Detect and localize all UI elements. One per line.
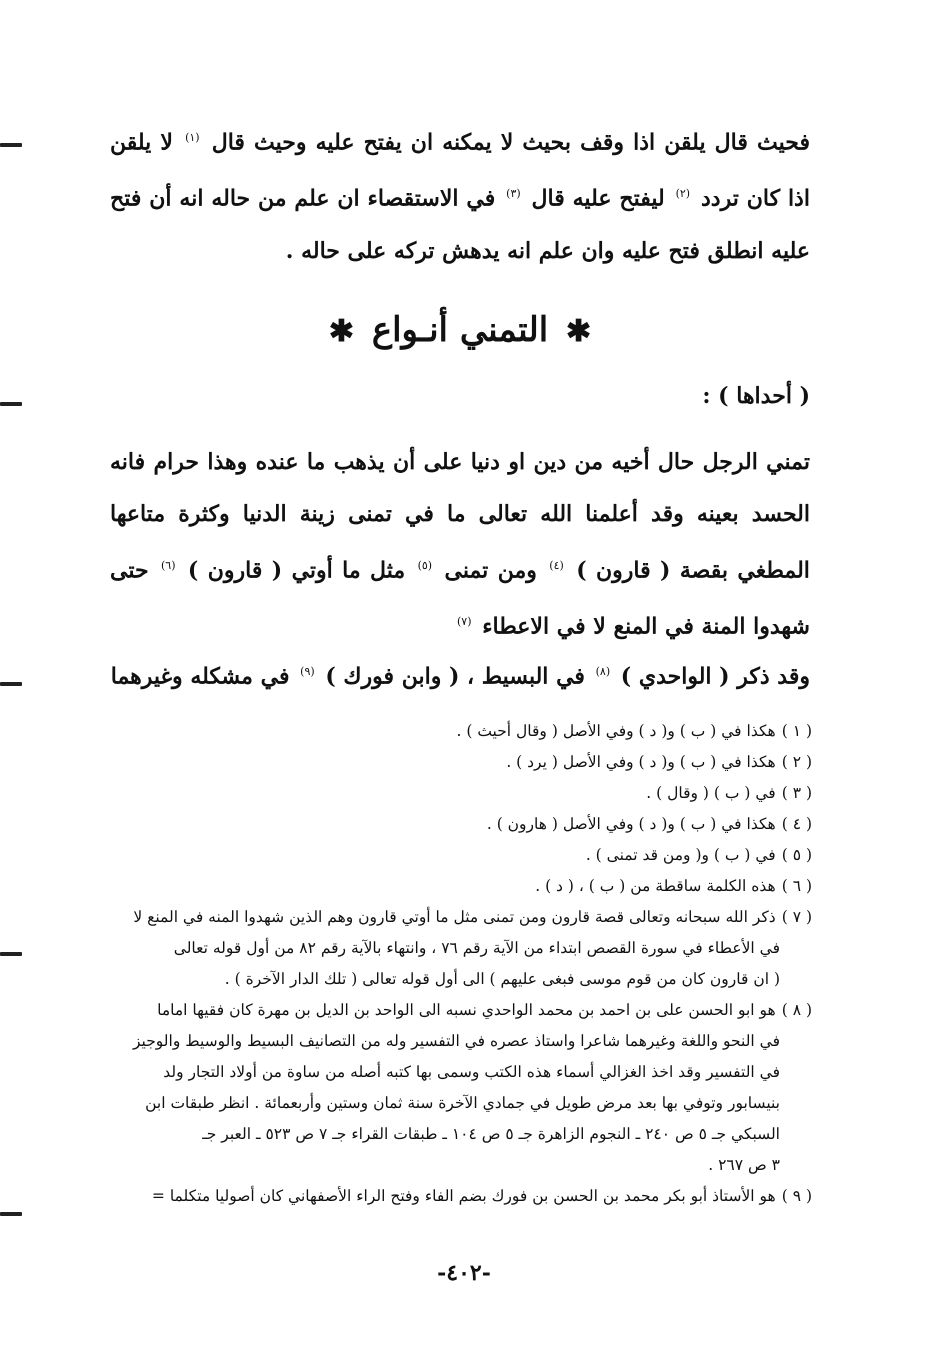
footnote-text: هو الأستاذ أبو بكر محمد بن الحسن بن فورك بضم الفاء وفتح الراء الأصفهاني كان أصوليا متكلما = [151,1187,776,1205]
footnote-ref: (٨) [595,665,611,678]
footnote-text: هكذا في ( ب ) و( د ) وفي الأصل ( هارون ) . [486,815,776,833]
footnote-number: ( ٦ ) [781,877,812,895]
footnote-line: ٣ ص ٢٦٧ . [708,1156,780,1174]
footnote-number: ( ٩ ) [781,1187,812,1205]
paragraph-3 [110,646,810,702]
page-number: -٤٠٢- [437,1260,491,1286]
para1-text: فحيث قال يلقن اذا وقف بحيث لا يمكنه ان يفتح عليه وحيث قال [211,129,810,156]
footnote-line [112,871,812,902]
footnote-number: ( ٣ ) [781,784,812,802]
paragraph-1 [110,112,810,277]
para2-text: حتى شهدوا المنة في المنع لا في الاعطاء [110,557,810,640]
footnote-ref: (٢) [675,187,691,201]
para1-text: في الاستقصاء ان علم من حاله انه أن فتح عليه انطلق فتح عليه وان علم انه يدهش تركه على حاله . [110,185,810,264]
footnote-line [112,995,812,1026]
page-edge-mark [0,402,22,406]
footnote-line [112,1181,812,1212]
footnote-text: هكذا في ( ب ) و( د ) وفي الأصل ( يرد ) . [506,753,776,771]
section-heading [110,308,810,354]
footnote-ref: (٣) [506,187,521,201]
footnote-number: ( ٤ ) [781,815,812,833]
footnote-line: في التفسير وقد اخذ الغزالي أسماء هذه الكتب وسمى بها كتبه أصله من ساوة من أولاد التجار ولد [163,1063,780,1081]
footnote-line [112,902,812,933]
footnote-line [112,716,812,747]
footnote-line: السبكي جـ ٥ ص ٢٤٠ ـ النجوم الزاهرة جـ ٥ ص ١٠٤ ـ طبقات القراء جـ ٧ ص ٥٢٣ ـ العبر جـ [202,1125,780,1143]
footnote-line [112,778,812,809]
footnote-text: هكذا في ( ب ) و( د ) وفي الأصل ( وقال أحيث ) . [456,722,776,740]
footnotes-section [112,716,812,1212]
para3-text: وقد ذكر ( الواحدي ) [620,663,810,690]
footnote-ref: (٦) [160,559,176,572]
footnote-ref: (٧) [457,615,472,629]
para2-text: ومن تمنى [444,557,537,584]
footnote-ref: (١) [185,131,200,144]
star-ornament-icon: ✱ [566,314,592,349]
heading-title: التمني أنـواع [371,310,549,350]
paragraph-2 [110,436,810,653]
subheading: ( أحداها ) : [702,383,810,409]
footnote-line [112,809,812,840]
page-edge-mark [0,682,22,686]
footnote-text: هذه الكلمة ساقطة من ( ب ) ، ( د ) . [535,877,776,895]
footnote-number: ( ١ ) [781,722,812,740]
footnote-line: بنيسابور وتوفي بها بعد مرض طويل في جمادي الآخرة سنة ثمان وستين وأربعمائة . انظر طبقات ابن [145,1094,780,1112]
footnote-line [112,747,812,778]
para1-text: ليفتح عليه قال [531,185,665,212]
footnote-text: في ( ب ) ( وقال ) . [646,784,776,802]
para3-text: في البسيط ، ( وابن فورك ) [325,663,585,690]
footnote-line: في الأعطاء في سورة القصص ابتداء من الآية رقم ٧٦ ، وانتهاء بالآية رقم ٨٢ من أول قوله تعالى [173,939,780,957]
para2-text: تمني الرجل حال أخيه من دين او دنيا على أن يذهب ما عنده وهذا حرام فانه الحسد بعينه وقد أعلمنا الله تعالى ما في تمنى زينة الدنيا وكثرة متاعها المطغي بقصة ( قارون ) [110,449,810,584]
footnote-ref: (٩) [300,665,315,678]
footnote-number: ( ٥ ) [781,846,812,864]
star-ornament-icon: ✱ [328,314,354,349]
footnote-number: ( ٧ ) [781,908,812,926]
footnote-line [112,840,812,871]
footnote-ref: (٥) [417,559,433,572]
page-edge-mark [0,1212,22,1216]
para2-text: مثل ما أوتي ( قارون ) [187,557,406,584]
footnote-text: ذكر الله سبحانه وتعالى قصة قارون ومن تمنى مثل ما أوتي قارون وهم الذين شهدوا المنه في المنع لا [133,908,776,926]
para1-text: لا يلقن اذا كان تردد [110,129,810,212]
footnote-ref: (٤) [549,559,564,572]
footnote-text: هو ابو الحسن على بن احمد بن محمد الواحدي نسبه الى الواحد بن الديل بن مهرة كان فقيها اماما [157,1001,776,1019]
page-edge-mark [0,143,22,147]
footnote-number: ( ٢ ) [781,753,812,771]
para3-text: في مشكله وغيرهما [110,663,290,690]
footnote-line: ( ان قارون كان من قوم موسى فبغى عليهم ) الى أول قوله تعالى ( تلك الدار الآخرة ) . [224,970,780,988]
footnote-number: ( ٨ ) [781,1001,812,1019]
footnote-line: في النحو واللغة وغيرهما شاعرا واستاذ عصره في التفسير وله من التصانيف البسيط والوسيط والوجيز [132,1032,780,1050]
page-edge-mark [0,952,22,956]
footnote-text: في ( ب ) و( ومن قد تمنى ) . [585,846,776,864]
